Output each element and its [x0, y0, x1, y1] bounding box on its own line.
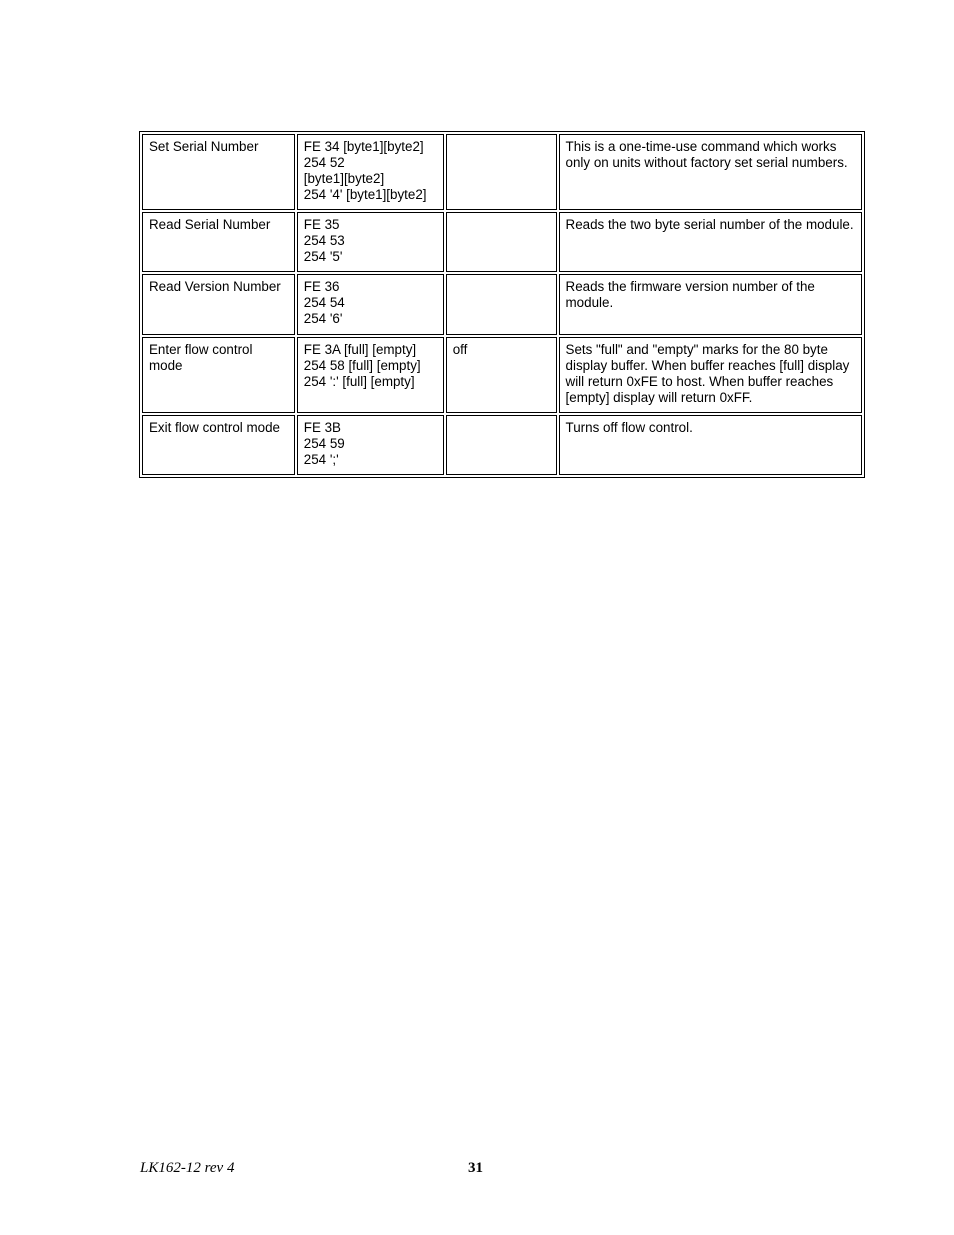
command-codes	[297, 415, 444, 475]
command-description: This is a one-time-use command which works only on units without factory set serial numbers.	[559, 134, 862, 210]
command-code-line: FE 34 [byte1][byte2]	[303, 139, 424, 154]
command-name: Set Serial Number	[142, 134, 295, 210]
command-code-line: 254 '5'	[303, 249, 343, 264]
command-codes	[297, 134, 444, 210]
command-code-line: 254 52	[303, 155, 345, 170]
table-row	[142, 337, 862, 413]
command-name: Exit flow control mode	[142, 415, 295, 475]
table-row	[142, 415, 862, 475]
command-default	[446, 134, 557, 210]
command-code-line: 254 ':' [full] [empty]	[303, 374, 415, 389]
table-row	[142, 212, 862, 272]
command-codes	[297, 212, 444, 272]
command-code-line: 254 54	[303, 295, 345, 310]
command-default	[446, 274, 557, 335]
command-code-line: 254 '4' [byte1][byte2]	[303, 187, 427, 202]
command-code-line: FE 36	[303, 279, 340, 294]
footer-page-number: 31	[468, 1160, 483, 1176]
command-code-line: 254 '6'	[303, 311, 343, 326]
command-code-line: 254 59	[303, 436, 345, 451]
command-codes	[297, 337, 444, 413]
command-code-line: 254 53	[303, 233, 345, 248]
command-code-line: FE 3B	[303, 420, 341, 435]
command-description: Reads the two byte serial number of the module.	[559, 212, 862, 272]
table-row	[142, 274, 862, 335]
command-description: Reads the firmware version number of the module.	[559, 274, 862, 335]
command-codes	[297, 274, 444, 335]
table-row	[142, 134, 862, 210]
command-code-line: FE 35	[303, 217, 340, 232]
command-code-line: 254 58 [full] [empty]	[303, 358, 421, 373]
command-default	[446, 212, 557, 272]
command-default	[446, 415, 557, 475]
footer-document-title: LK162-12 rev 4	[140, 1160, 235, 1176]
command-name: Read Serial Number	[142, 212, 295, 272]
command-code-line: FE 3A [full] [empty]	[303, 342, 417, 357]
command-name: Read Version Number	[142, 274, 295, 335]
command-code-line: [byte1][byte2]	[303, 171, 385, 186]
command-table	[139, 131, 865, 478]
command-code-line: 254 ';'	[303, 452, 339, 467]
command-description: Sets "full" and "empty" marks for the 80 byte display buffer. When buffer reaches [full] display will return 0xFE to host. When buffer reaches [empty] display will return 0xFF.	[559, 337, 862, 413]
command-description: Turns off flow control.	[559, 415, 862, 475]
command-name: Enter flow control mode	[142, 337, 295, 413]
command-default: off	[446, 337, 557, 413]
